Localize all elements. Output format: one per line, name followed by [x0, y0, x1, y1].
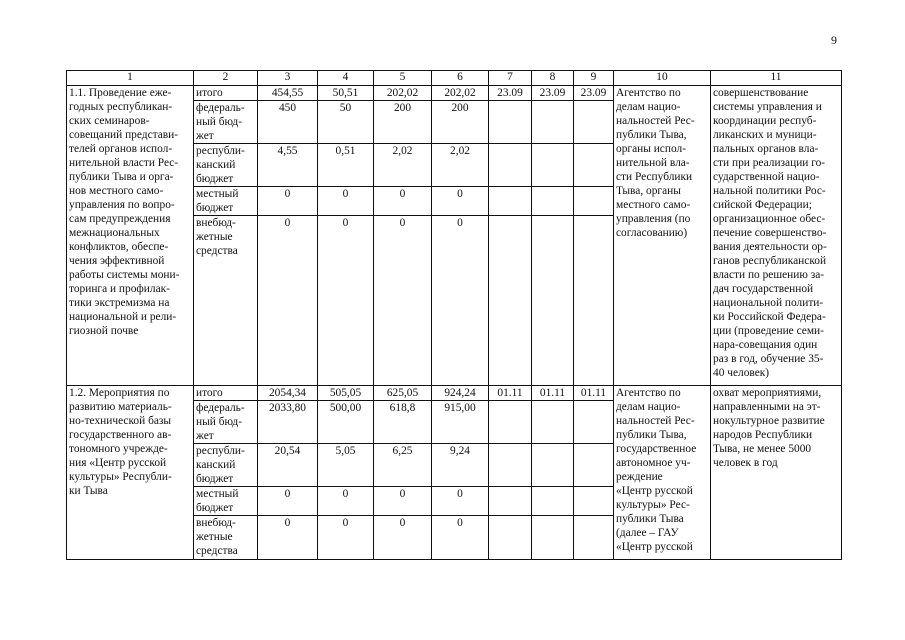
- result-text-line: ликанских и муници-: [713, 129, 817, 141]
- value-cell-v8: [532, 487, 574, 516]
- value-cell-v3: 454,55: [258, 86, 318, 101]
- value-cell-v5: 0: [374, 216, 432, 386]
- result-text-line: пальных органов вла-: [713, 143, 819, 155]
- table-body: [67, 71, 842, 560]
- value-cell-v4: 0: [318, 216, 374, 386]
- result-text-line: организационное обес-: [713, 213, 826, 225]
- value-cell-v3: 0: [258, 216, 318, 386]
- executor-text-line: публики Тыва,: [616, 429, 687, 441]
- value-cell-v7: [489, 216, 532, 386]
- value-cell-v8: [532, 187, 574, 216]
- column-numbers-row: [67, 71, 842, 86]
- executor-text-line: реждение: [616, 471, 663, 483]
- executor-text-line: «Центр русской: [616, 485, 693, 497]
- executor-cell: [614, 386, 711, 560]
- funding-source-cell: [194, 216, 258, 386]
- result-text-line: печение совершенство-: [713, 227, 827, 239]
- measure-text-line: годных республикан-: [69, 101, 173, 113]
- result-text-line: ки Российской Федера-: [713, 311, 826, 323]
- funding-source-line: местный: [196, 488, 239, 500]
- result-text-line: нокультурное развитие: [713, 415, 825, 427]
- funding-source-line: жет: [196, 430, 214, 442]
- funding-source-line: внебюд-: [196, 517, 236, 529]
- measure-text-line: но-технической базы: [69, 415, 172, 427]
- value-cell-v5: 6,25: [374, 444, 432, 487]
- result-text-line: сударственной нацио-: [713, 171, 820, 183]
- funding-source-cell: [194, 101, 258, 144]
- result-text-line: сийской Федерации;: [713, 199, 812, 211]
- value-cell-v8: [532, 444, 574, 487]
- result-text-line: человек в год: [713, 457, 778, 469]
- value-cell-v4: 0,51: [318, 144, 374, 187]
- result-cell: [711, 386, 842, 560]
- measure-text-line: совещаний представи-: [69, 129, 179, 141]
- measure-text-line: публики Тыва и орга-: [69, 171, 174, 183]
- result-text-line: народов Республики: [713, 429, 813, 441]
- value-cell-v9: [574, 144, 614, 187]
- value-cell-v9: [574, 101, 614, 144]
- executor-text-line: местного само-: [616, 199, 691, 211]
- value-cell-v8: [532, 216, 574, 386]
- value-cell-v3: 0: [258, 487, 318, 516]
- executor-text-line: Тыва, органы: [616, 185, 681, 197]
- value-cell-v7: [489, 187, 532, 216]
- measure-text-line: развитию материаль-: [69, 401, 172, 413]
- executor-text-line: делам нацио-: [616, 401, 681, 413]
- value-cell-v4: 50,51: [318, 86, 374, 101]
- value-cell-v8: [532, 101, 574, 144]
- funding-source-line: итого: [196, 387, 223, 399]
- value-cell-v8: 01.11: [532, 386, 574, 401]
- value-cell-v4: 50: [318, 101, 374, 144]
- value-cell-v6: 924,24: [432, 386, 489, 401]
- measure-text-line: сам предупреждения: [69, 213, 171, 225]
- funding-source-cell: [194, 386, 258, 401]
- value-cell-v4: 505,05: [318, 386, 374, 401]
- result-text-line: системы управления и: [713, 101, 822, 113]
- page-number: 9: [831, 33, 837, 47]
- col-header-9: 9: [574, 71, 614, 86]
- result-text-line: вания деятельности ор-: [713, 241, 827, 253]
- executor-text-line: согласованию): [616, 227, 688, 239]
- value-cell-v4: 500,00: [318, 401, 374, 444]
- executor-text-line: культуры» Рес-: [616, 499, 690, 511]
- value-cell-v5: 618,8: [374, 401, 432, 444]
- measure-text-line: нов местного само-: [69, 185, 164, 197]
- value-cell-v3: 450: [258, 101, 318, 144]
- funding-source-line: внебюд-: [196, 217, 236, 229]
- value-cell-v5: 200: [374, 101, 432, 144]
- result-text-line: нальной политики Рос-: [713, 185, 826, 197]
- value-cell-v3: 20,54: [258, 444, 318, 487]
- measure-text-line: чения эффективной: [69, 255, 165, 267]
- result-text-line: 40 человек): [713, 367, 770, 379]
- value-cell-v6: 0: [432, 187, 489, 216]
- funding-source-line: канский: [196, 159, 236, 171]
- measure-text-line: 1.2. Мероприятия по: [69, 387, 170, 399]
- funding-source-line: федераль-: [196, 402, 245, 414]
- funding-source-line: итого: [196, 87, 223, 99]
- executor-text-line: государственное: [616, 443, 697, 455]
- value-cell-v4: 0: [318, 187, 374, 216]
- executor-text-line: органы испол-: [616, 143, 686, 155]
- funding-source-line: республи-: [196, 445, 245, 457]
- executor-text-line: «Центр русской: [616, 541, 693, 553]
- funding-source-line: канский: [196, 459, 236, 471]
- value-cell-v5: 0: [374, 516, 432, 560]
- executor-text-line: Агентство по: [616, 87, 681, 99]
- funding-source-line: жетные: [196, 231, 233, 243]
- col-header-6: 6: [432, 71, 489, 86]
- value-cell-v4: 0: [318, 516, 374, 560]
- value-cell-v7: 01.11: [489, 386, 532, 401]
- result-text-line: направленными на эт-: [713, 401, 821, 413]
- measure-text-line: ских семинаров-: [69, 115, 150, 127]
- executor-text-line: управления (по: [616, 213, 691, 225]
- value-cell-v7: 23.09: [489, 86, 532, 101]
- value-cell-v4: 5,05: [318, 444, 374, 487]
- value-cell-v8: [532, 144, 574, 187]
- executor-text-line: нальностей Рес-: [616, 415, 695, 427]
- executor-text-line: публики Тыва: [616, 513, 684, 525]
- value-cell-v3: 2033,80: [258, 401, 318, 444]
- measure-text-line: управления по вопро-: [69, 199, 175, 211]
- measure-text-line: культуры» Республи-: [69, 471, 172, 483]
- value-cell-v5: 0: [374, 187, 432, 216]
- result-text-line: ганов республиканской: [713, 255, 827, 267]
- value-cell-v5: 2,02: [374, 144, 432, 187]
- result-text-line: охват мероприятиями,: [713, 387, 822, 399]
- value-cell-v6: 202,02: [432, 86, 489, 101]
- col-header-1: 1: [67, 71, 194, 86]
- funding-source-cell: [194, 487, 258, 516]
- measure-text-line: гиозной почве: [69, 325, 139, 337]
- table-row: [67, 386, 842, 401]
- value-cell-v6: 2,02: [432, 144, 489, 187]
- value-cell-v5: 625,05: [374, 386, 432, 401]
- funding-source-line: жетные: [196, 531, 233, 543]
- executor-text-line: нительной вла-: [616, 157, 690, 169]
- executor-text-line: (далее – ГАУ: [616, 527, 679, 539]
- funding-source-cell: [194, 401, 258, 444]
- funding-source-cell: [194, 187, 258, 216]
- result-text-line: власти по решению за-: [713, 269, 825, 281]
- result-text-line: нара-совещания один: [713, 339, 818, 351]
- value-cell-v3: 0: [258, 187, 318, 216]
- value-cell-v7: [489, 101, 532, 144]
- result-text-line: дач государственной: [713, 283, 814, 295]
- value-cell-v5: 0: [374, 487, 432, 516]
- measure-text-line: государственного ав-: [69, 429, 172, 441]
- measure-text-line: ния «Центр русской: [69, 457, 167, 469]
- value-cell-v9: 23.09: [574, 86, 614, 101]
- value-cell-v9: 01.11: [574, 386, 614, 401]
- value-cell-v6: 0: [432, 487, 489, 516]
- value-cell-v9: [574, 401, 614, 444]
- col-header-3: 3: [258, 71, 318, 86]
- funding-source-cell: [194, 144, 258, 187]
- col-header-7: 7: [489, 71, 532, 86]
- funding-source-line: местный: [196, 188, 239, 200]
- value-cell-v8: [532, 516, 574, 560]
- executor-text-line: сти Республики: [616, 171, 693, 183]
- funding-source-line: бюджет: [196, 202, 234, 214]
- col-header-2: 2: [194, 71, 258, 86]
- executor-cell: [614, 86, 711, 386]
- funding-source-line: средства: [196, 245, 238, 257]
- value-cell-v9: [574, 516, 614, 560]
- value-cell-v5: 202,02: [374, 86, 432, 101]
- result-text-line: Тыва, не менее 5000: [713, 443, 812, 455]
- measure-text-line: ки Тыва: [69, 485, 108, 497]
- value-cell-v9: [574, 487, 614, 516]
- measure-text-line: 1.1. Проведение еже-: [69, 87, 172, 99]
- result-text-line: национальной полити-: [713, 297, 824, 309]
- executor-text-line: автономное уч-: [616, 457, 691, 469]
- table-row: [67, 86, 842, 101]
- funding-source-cell: [194, 86, 258, 101]
- value-cell-v6: 0: [432, 516, 489, 560]
- value-cell-v9: [574, 444, 614, 487]
- value-cell-v7: [489, 144, 532, 187]
- program-table: [66, 70, 842, 560]
- value-cell-v4: 0: [318, 487, 374, 516]
- value-cell-v6: 915,00: [432, 401, 489, 444]
- value-cell-v6: 0: [432, 216, 489, 386]
- value-cell-v9: [574, 216, 614, 386]
- funding-source-line: ный бюд-: [196, 116, 243, 128]
- measure-text-line: телей органов испол-: [69, 143, 173, 155]
- result-text-line: ции (проведение семи-: [713, 325, 824, 337]
- funding-source-line: ный бюд-: [196, 416, 243, 428]
- col-header-5: 5: [374, 71, 432, 86]
- executor-text-line: делам нацио-: [616, 101, 681, 113]
- value-cell-v8: [532, 401, 574, 444]
- funding-source-line: бюджет: [196, 173, 234, 185]
- result-text-line: раз в год, обучение 35-: [713, 353, 824, 365]
- funding-source-line: средства: [196, 545, 238, 557]
- measure-text-line: работы системы мони-: [69, 269, 180, 281]
- col-header-8: 8: [532, 71, 574, 86]
- col-header-11: 11: [711, 71, 842, 86]
- funding-source-line: бюджет: [196, 473, 234, 485]
- funding-source-cell: [194, 444, 258, 487]
- measure-text-line: нительной власти Рес-: [69, 157, 179, 169]
- value-cell-v7: [489, 487, 532, 516]
- funding-source-line: федераль-: [196, 102, 245, 114]
- value-cell-v7: [489, 401, 532, 444]
- executor-text-line: Агентство по: [616, 387, 681, 399]
- value-cell-v3: 4,55: [258, 144, 318, 187]
- measure-text-line: тономного учрежде-: [69, 443, 168, 455]
- funding-source-line: бюджет: [196, 502, 234, 514]
- value-cell-v6: 200: [432, 101, 489, 144]
- funding-source-line: республи-: [196, 145, 245, 157]
- funding-source-cell: [194, 516, 258, 560]
- value-cell-v7: [489, 444, 532, 487]
- measure-cell: [67, 86, 194, 386]
- measure-text-line: конфликтов, обеспе-: [69, 241, 169, 253]
- result-text-line: координации респуб-: [713, 115, 817, 127]
- executor-text-line: публики Тыва,: [616, 129, 687, 141]
- result-text-line: совершенствование: [713, 87, 809, 99]
- measure-text-line: национальной и рели-: [69, 311, 177, 323]
- value-cell-v8: 23.09: [532, 86, 574, 101]
- value-cell-v3: 2054,34: [258, 386, 318, 401]
- measure-text-line: тики экстремизма на: [69, 297, 170, 309]
- value-cell-v6: 9,24: [432, 444, 489, 487]
- measure-cell: [67, 386, 194, 560]
- value-cell-v3: 0: [258, 516, 318, 560]
- value-cell-v9: [574, 187, 614, 216]
- measure-text-line: межнациональных: [69, 227, 160, 239]
- result-text-line: сти при реализации го-: [713, 157, 826, 169]
- executor-text-line: нальностей Рес-: [616, 115, 695, 127]
- measure-text-line: торинга и профилак-: [69, 283, 170, 295]
- value-cell-v7: [489, 516, 532, 560]
- col-header-4: 4: [318, 71, 374, 86]
- funding-source-line: жет: [196, 130, 214, 142]
- col-header-10: 10: [614, 71, 711, 86]
- result-cell: [711, 86, 842, 386]
